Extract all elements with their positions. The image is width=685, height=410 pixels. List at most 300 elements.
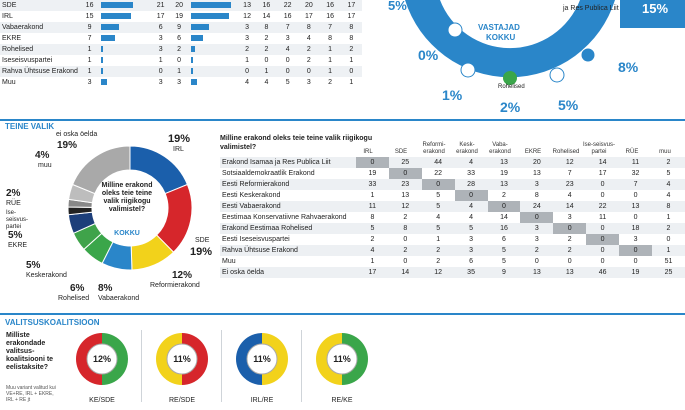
coalition-label: RE/SDE	[168, 397, 196, 404]
table-cell: 4	[455, 157, 488, 168]
cell: 1	[169, 66, 188, 77]
bar	[191, 57, 193, 63]
table-cell: 12	[422, 267, 455, 278]
table-cell: 1	[652, 245, 685, 256]
cell: 16	[319, 0, 340, 11]
koalitsioon-title: VALITSUSKOALITSIOON	[5, 318, 100, 327]
table-cell: 2	[389, 212, 422, 223]
kokku-label: VASTAJAD	[478, 23, 520, 32]
table-cell: 0	[619, 190, 652, 201]
table-cell: 5	[652, 168, 685, 179]
donut-center-kokku: KOKKU	[114, 230, 140, 237]
cell: 2	[169, 44, 188, 55]
table-cell: 2	[652, 223, 685, 234]
table-cell: 3	[455, 245, 488, 256]
table-cell: 44	[422, 157, 455, 168]
pct-rue: 2%	[6, 188, 21, 199]
bar	[101, 46, 103, 52]
separator	[221, 330, 222, 402]
cell: 16	[283, 13, 292, 20]
table-cell: 2	[652, 157, 685, 168]
table-cell: 2	[520, 245, 553, 256]
cell: 9	[169, 22, 188, 33]
cell: 2	[306, 57, 311, 64]
cell: 16	[80, 0, 99, 11]
table-cell: 0	[586, 245, 619, 256]
coalition-pct: 11%	[253, 354, 271, 364]
cell: 3	[152, 44, 170, 55]
col-header: Ise-seisvus-partei	[583, 142, 616, 155]
vabaerakond-icon	[581, 48, 595, 62]
table-cell: 0	[520, 256, 553, 267]
cell: 15	[85, 13, 94, 20]
cell: 17	[347, 13, 356, 20]
cell: 3	[238, 22, 256, 33]
table-cell: 18	[619, 223, 652, 234]
col-header: IRL	[363, 149, 373, 155]
row-label: Sotsiaaldemokraatlik Erakond	[220, 168, 356, 179]
cell	[189, 77, 239, 88]
separator	[301, 330, 302, 402]
cell: 8	[328, 35, 333, 42]
svg-text:KOKKU: KOKKU	[486, 33, 516, 42]
pct-ei-oska: 19%	[57, 140, 78, 151]
coalition-item	[145, 330, 219, 408]
bar	[191, 13, 229, 19]
cell: 2	[238, 44, 256, 55]
coalition-item	[65, 330, 139, 408]
table-cell: 13	[553, 267, 586, 278]
table-cell: 14	[553, 201, 586, 212]
table-cell: 6	[455, 256, 488, 267]
table-cell: 11	[619, 157, 652, 168]
cell: 6	[177, 35, 182, 42]
table-cell: 1	[356, 190, 389, 201]
table-cell: 22	[422, 168, 455, 179]
table-cell: 20	[520, 157, 553, 168]
table-cell: 0	[586, 190, 619, 201]
top-table-row	[0, 77, 362, 88]
cell	[189, 33, 239, 44]
cell: 6	[152, 22, 170, 33]
pct-5-bottom: 5%	[558, 97, 579, 113]
col-header: Reformi-erakond	[422, 142, 446, 155]
cell	[189, 44, 239, 55]
cell: 0	[285, 57, 290, 64]
cell	[189, 0, 239, 11]
label-sde: SDE	[195, 237, 210, 244]
table-cell: 11	[356, 201, 389, 212]
party-name: Rohelised	[0, 44, 80, 55]
coalition-pct: 11%	[173, 354, 191, 364]
label-iseseisvus: Ise-seisvus-partei	[6, 210, 29, 230]
party-name: Muu	[2, 79, 16, 86]
bar	[101, 2, 133, 8]
table-cell: 0	[389, 234, 422, 245]
row-label: Muu	[220, 256, 356, 267]
divider	[0, 313, 685, 315]
table-cell: 5	[455, 223, 488, 234]
cell	[189, 11, 239, 22]
table-cell: 11	[586, 212, 619, 223]
table-cell: 46	[586, 267, 619, 278]
table-cell: 0	[619, 212, 652, 223]
table-cell: 12	[553, 157, 586, 168]
table-cell: 17	[356, 267, 389, 278]
pct-5-left: 5%	[388, 0, 407, 13]
table-cell: 0	[553, 223, 586, 234]
table-cell: 35	[455, 267, 488, 278]
col-header: RÜE	[625, 149, 639, 155]
table-cell: 5	[422, 223, 455, 234]
pct-2: 2%	[500, 99, 521, 115]
cell: 0	[177, 57, 182, 64]
cell	[189, 55, 239, 66]
table-cell: 5	[422, 201, 455, 212]
cell: 3	[245, 35, 250, 42]
divider	[0, 119, 685, 121]
pct-0: 0%	[418, 47, 439, 63]
top-table	[0, 0, 362, 88]
cell	[99, 66, 152, 77]
donut-center-text: Milline erakond oleks teie teine valik riigikogu valimistel?	[101, 182, 153, 213]
cell: 8	[349, 35, 354, 42]
table-cell: 13	[520, 267, 553, 278]
table-cell: 6	[488, 234, 521, 245]
row-label: Eesti Iseseisvuspartei	[220, 234, 356, 245]
cell: 2	[264, 35, 269, 42]
table-cell: 13	[389, 190, 422, 201]
cell: 1	[319, 66, 340, 77]
top-table-row	[0, 44, 362, 55]
table-cell: 14	[488, 212, 521, 223]
table-cell: 2	[553, 245, 586, 256]
table-row	[220, 245, 685, 256]
table-cell: 5	[356, 223, 389, 234]
table-row	[220, 157, 685, 168]
cell: 2	[256, 44, 277, 55]
cell: 8	[341, 22, 362, 33]
table-cell: 8	[652, 201, 685, 212]
top-table-row	[0, 55, 362, 66]
label-vabaerakond: Vabaerakond	[98, 295, 140, 302]
coalition-list	[65, 330, 385, 410]
cell: 1	[349, 57, 354, 64]
cell: 1	[80, 44, 99, 55]
table-cell: 8	[356, 212, 389, 223]
cell	[189, 66, 239, 77]
table-cell: 33	[356, 179, 389, 190]
cell: 0	[298, 66, 319, 77]
table-cell: 0	[586, 223, 619, 234]
cell: 21	[152, 0, 170, 11]
cell: 3	[177, 79, 182, 86]
table-cell: 0	[455, 190, 488, 201]
table-cell: 23	[553, 179, 586, 190]
cell: 3	[87, 79, 92, 86]
cell: 7	[277, 22, 298, 33]
coalition-item	[225, 330, 299, 408]
table-cell: 0	[586, 256, 619, 267]
table-cell: 2	[356, 234, 389, 245]
table-cell: 1	[422, 234, 455, 245]
cell: 8	[256, 22, 277, 33]
col-header: SDE	[394, 149, 408, 155]
coalition-label: IRL/RE	[250, 397, 274, 404]
cell: 4	[245, 79, 250, 86]
cell: 20	[169, 0, 188, 11]
bar	[191, 46, 195, 52]
rue-icon	[448, 23, 462, 37]
cell: 3	[158, 79, 163, 86]
cell: 1	[158, 57, 163, 64]
top-table-row	[0, 66, 362, 77]
bar	[191, 68, 193, 74]
cell: 3	[306, 79, 311, 86]
table-row	[220, 234, 685, 245]
pct-ekre: 5%	[8, 230, 23, 241]
bar	[191, 35, 203, 41]
cell: 17	[341, 0, 362, 11]
label-reform: Reformierakond	[150, 282, 200, 289]
table-cell: 23	[389, 179, 422, 190]
cell	[189, 22, 239, 33]
table-cell: 13	[520, 168, 553, 179]
table-cell: 22	[586, 201, 619, 212]
table-cell: 28	[455, 179, 488, 190]
top-right-donut	[370, 0, 685, 118]
pct-8: 8%	[618, 59, 639, 75]
cell: 12	[243, 13, 251, 20]
table-cell: 3	[619, 234, 652, 245]
coalition-ring	[145, 330, 219, 388]
table-cell: 16	[488, 223, 521, 234]
table-cell: 3	[520, 179, 553, 190]
party-name: EKRE	[2, 35, 22, 42]
table-cell: 13	[488, 157, 521, 168]
cell: 22	[277, 0, 298, 11]
cell: 13	[238, 0, 256, 11]
bar	[101, 79, 107, 85]
coalition-pct: 12%	[92, 354, 112, 364]
koalitsioon-note: Muu variant valitud kui VE+RE, IRL + EKRE, IRL + RE jt	[6, 385, 56, 403]
cell: 1	[80, 66, 99, 77]
cell: 2	[328, 79, 333, 86]
table-cell: 5	[488, 245, 521, 256]
table-cell: 51	[652, 256, 685, 267]
table-cell: 13	[488, 179, 521, 190]
table-cell: 0	[356, 157, 389, 168]
cell: 7	[319, 22, 340, 33]
table-cell: 2	[422, 256, 455, 267]
coalition-item	[305, 330, 379, 408]
table-cell: 13	[619, 201, 652, 212]
cell: 1	[256, 66, 277, 77]
table-cell: 14	[586, 157, 619, 168]
table-cell: 0	[488, 201, 521, 212]
bar	[191, 2, 231, 8]
teine-valik-title: TEINE VALIK	[5, 122, 55, 131]
table-cell: 0	[586, 234, 619, 245]
table-cell: 4	[652, 179, 685, 190]
table-cell: 3	[553, 212, 586, 223]
table-cell: 7	[553, 168, 586, 179]
table-cell: 4	[652, 190, 685, 201]
pct-reform: 12%	[172, 270, 193, 281]
table-cell: 7	[619, 179, 652, 190]
cell: 0	[341, 66, 362, 77]
cell: 5	[285, 79, 290, 86]
table-row	[220, 201, 685, 212]
col-header: Rohelised	[552, 149, 580, 155]
col-header: EKRE	[524, 149, 542, 155]
table-cell: 3	[520, 234, 553, 245]
label-rue: RÜE	[6, 200, 21, 207]
pct-15: 15%	[642, 1, 669, 16]
table-cell: 17	[586, 168, 619, 179]
table-cell: 4	[455, 212, 488, 223]
cell: 4	[277, 44, 298, 55]
cell: 4	[264, 79, 269, 86]
cell: 1	[349, 79, 354, 86]
table-cell: 19	[619, 267, 652, 278]
cell: 3	[158, 35, 163, 42]
table-cell: 0	[389, 168, 422, 179]
ekre-icon	[550, 68, 564, 82]
row-label: Eesti Vabaerakond	[220, 201, 356, 212]
label-ei-oska: ei oska öelda	[56, 131, 98, 138]
cell: 0	[152, 66, 170, 77]
party-name: Rahva Ühtsuse Erakond	[2, 68, 78, 75]
table-row	[220, 190, 685, 201]
pct-kesk: 5%	[26, 260, 41, 271]
cell: 0	[238, 66, 256, 77]
cell: 1	[328, 57, 333, 64]
cell: 17	[156, 13, 165, 20]
cell: 9	[80, 22, 99, 33]
label-muu: muu	[38, 162, 52, 169]
rohelised-icon	[503, 71, 517, 85]
top-table-row	[0, 33, 362, 44]
table-cell: 5	[488, 256, 521, 267]
pct-muu: 4%	[35, 150, 50, 161]
separator	[141, 330, 142, 402]
cell	[99, 44, 152, 55]
table-cell: 0	[553, 256, 586, 267]
table-cell: 4	[356, 245, 389, 256]
cell: 4	[306, 35, 311, 42]
table-cell: 4	[553, 190, 586, 201]
col-header: muu	[659, 149, 671, 155]
bar	[101, 24, 119, 30]
table-cell: 2	[553, 234, 586, 245]
party-name: SDE	[0, 0, 80, 11]
party-name: Iseseisvuspartei	[2, 57, 53, 64]
cell: 0	[264, 57, 269, 64]
top-table-row	[0, 22, 362, 33]
cell: 19	[175, 13, 183, 20]
coalition-ring	[225, 330, 299, 388]
table-cell: 2	[389, 245, 422, 256]
cross-header	[352, 130, 682, 156]
bar	[191, 79, 197, 85]
table-cell: 0	[520, 212, 553, 223]
cell	[99, 11, 152, 22]
cell	[99, 33, 152, 44]
table-cell: 25	[652, 267, 685, 278]
row-label: Rahva Ühtsuse Erakond	[220, 245, 356, 256]
table-row	[220, 168, 685, 179]
table-row	[220, 212, 685, 223]
coalition-pct: 11%	[333, 354, 351, 364]
cell: 8	[298, 22, 319, 33]
rohelised-label: Rohelised	[498, 84, 525, 90]
cell: 20	[298, 0, 319, 11]
table-cell: 0	[652, 234, 685, 245]
table-cell: 9	[488, 267, 521, 278]
cell: 1	[319, 44, 340, 55]
pct-vabaerakond: 8%	[98, 283, 113, 294]
top-table-row	[0, 0, 362, 11]
pct-1: 1%	[442, 87, 463, 103]
table-cell: 8	[389, 223, 422, 234]
coalition-label: RE/KE	[331, 397, 353, 404]
coalition-ring	[65, 330, 139, 388]
row-label: Erakond Eestimaa Rohelised	[220, 223, 356, 234]
table-cell: 5	[422, 190, 455, 201]
table-cell: 12	[389, 201, 422, 212]
table-cell: 8	[520, 190, 553, 201]
label-rohelised: Rohelised	[58, 295, 90, 302]
table-cell: 33	[455, 168, 488, 179]
bar	[101, 68, 103, 74]
cell	[99, 0, 152, 11]
cell: 0	[277, 66, 298, 77]
pct-irl: 19%	[168, 133, 191, 145]
coalition-label: KE/SDE	[89, 397, 115, 404]
label-kesk: Keskerakond	[26, 272, 67, 279]
iseseisvus-icon	[461, 63, 475, 77]
irl-label: ja Res Publica Liit	[563, 5, 619, 12]
cell: 16	[256, 0, 277, 11]
cell	[99, 55, 152, 66]
table-cell: 24	[520, 201, 553, 212]
cell: 2	[341, 44, 362, 55]
table-cell: 0	[422, 179, 455, 190]
table-cell: 1	[652, 212, 685, 223]
table-cell: 32	[619, 168, 652, 179]
pct-sde: 19%	[190, 246, 213, 258]
table-row	[220, 256, 685, 267]
cell: 1	[245, 57, 250, 64]
table-cell: 4	[422, 212, 455, 223]
koalitsioon-question: Milliste erakondade valitsus-koalitsiooni te eelistaksite?	[6, 332, 54, 371]
table-cell: 19	[356, 168, 389, 179]
table-row	[220, 223, 685, 234]
label-ekre: EKRE	[8, 242, 28, 249]
col-header: Kesk-erakond	[456, 142, 478, 155]
cell	[99, 22, 152, 33]
cross-question: Milline erakond oleks teie teine valik riigikogu valimistel?	[220, 135, 373, 151]
bar	[101, 13, 131, 19]
cell: 17	[304, 13, 313, 20]
row-label: Eesti Keskerakond	[220, 190, 356, 201]
table-cell: 3	[520, 223, 553, 234]
row-label: Eestimaa Konservatiivne Rahvaerakond	[220, 212, 356, 223]
table-cell: 4	[455, 201, 488, 212]
table-cell: 0	[619, 245, 652, 256]
bar	[101, 57, 103, 63]
